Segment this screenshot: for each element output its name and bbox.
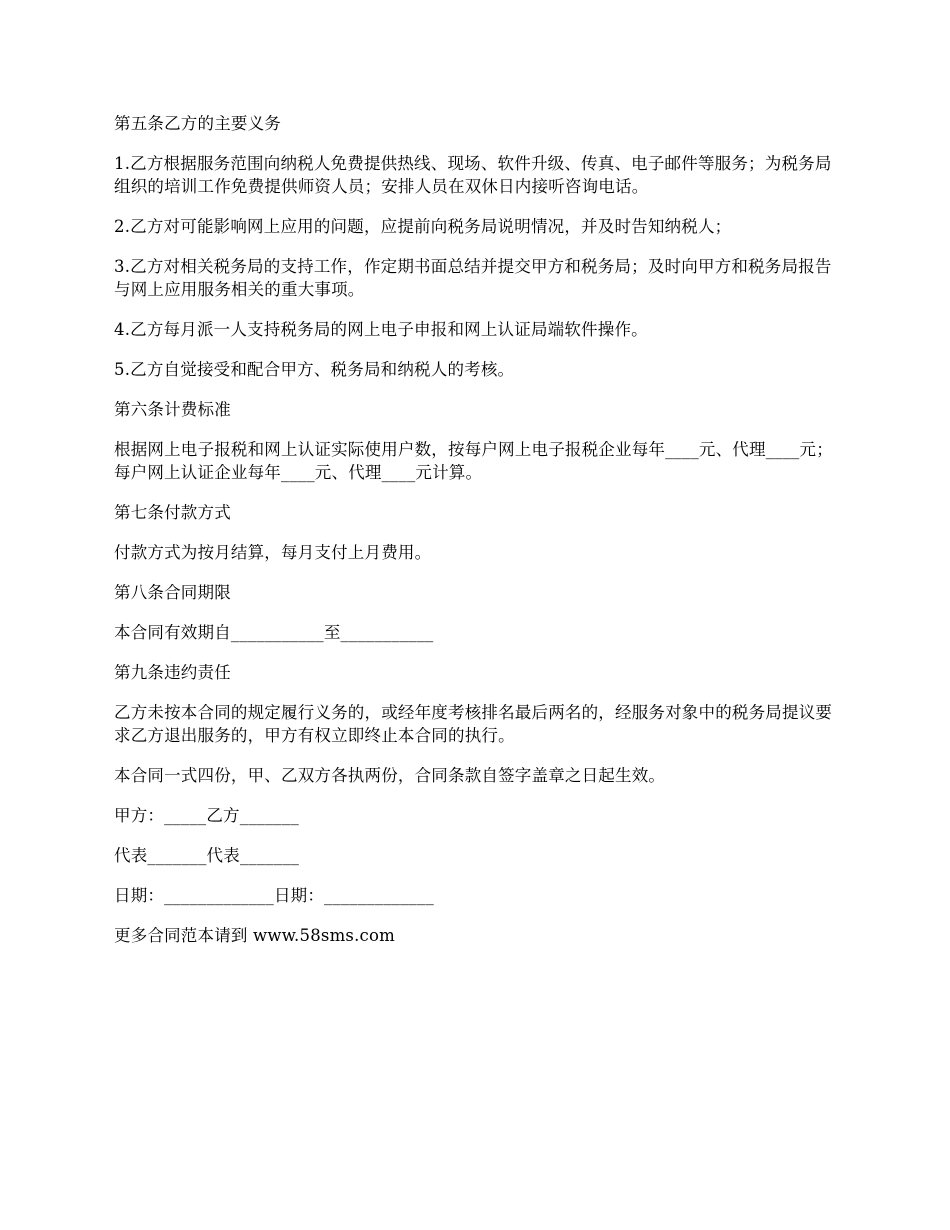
- signature-representatives: 代表_______代表_______: [114, 846, 300, 865]
- clause-5-5: 5.乙方自觉接受和配合甲方、税务局和纳税人的考核。: [114, 360, 515, 379]
- signature-parties: 甲方：_____乙方_______: [114, 806, 299, 825]
- heading-article-5: 第五条乙方的主要义务: [114, 114, 281, 133]
- clause-5-4: 4.乙方每月派一人支持税务局的网上电子申报和网上认证局端软件操作。: [114, 320, 648, 339]
- heading-article-6: 第六条计费标准: [114, 400, 231, 419]
- heading-article-9: 第九条违约责任: [114, 663, 231, 682]
- signature-dates: 日期：_____________日期：_____________: [114, 886, 434, 905]
- clause-5-2: 2.乙方对可能影响网上应用的问题，应提前向税务局说明情况，并及时告知纳税人；: [114, 217, 732, 236]
- footer-more-templates: 更多合同范本请到 www.58sms.com: [114, 926, 395, 945]
- clause-5-1: 1.乙方根据服务范围向纳税人免费提供热线、现场、软件升级、传真、电子邮件等服务；为税务局组织的培训工作免费提供师资人员；安排人员在双休日内接听咨询电话。: [114, 154, 832, 196]
- heading-article-8: 第八条合同期限: [114, 583, 231, 602]
- clause-7-payment: 付款方式为按月结算，每月支付上月费用。: [114, 543, 432, 562]
- heading-article-7: 第七条付款方式: [114, 503, 231, 522]
- clause-6-fees: 根据网上电子报税和网上认证实际使用户数，按每户网上电子报税企业每年____元、代理____元；每户网上认证企业每年____元、代理____元计算。: [114, 440, 833, 482]
- clause-copies: 本合同一式四份，甲、乙双方各执两份，合同条款自签字盖章之日起生效。: [114, 766, 666, 785]
- clause-5-3: 3.乙方对相关税务局的支持工作，作定期书面总结并提交甲方和税务局；及时向甲方和税务局报告与网上应用服务相关的重大事项。: [114, 257, 832, 299]
- document-page: [114, 112, 844, 947]
- clause-9-breach: 乙方未按本合同的规定履行义务的，或经年度考核排名最后两名的，经服务对象中的税务局提议要求乙方退出服务的，甲方有权立即终止本合同的执行。: [114, 703, 833, 745]
- clause-8-term: 本合同有效期自___________至___________: [114, 623, 434, 642]
